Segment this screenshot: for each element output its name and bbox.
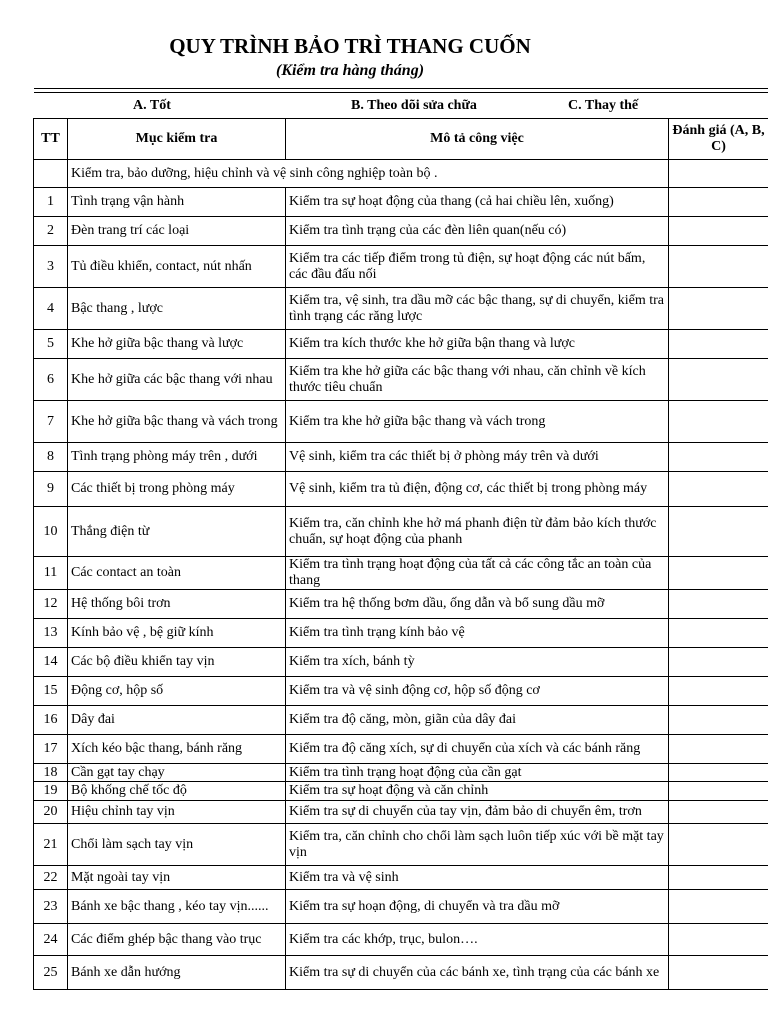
row-rating[interactable] bbox=[669, 472, 768, 507]
row-description: Kiểm tra, căn chỉnh khe hở má phanh điện từ đảm bảo kích thước chuẩn, sự hoạt động của phanh bbox=[286, 507, 669, 557]
row-rating[interactable] bbox=[669, 507, 768, 557]
table-body bbox=[34, 160, 768, 990]
row-number: 11 bbox=[34, 557, 68, 590]
row-number: 19 bbox=[34, 782, 68, 801]
row-check-item: Bậc thang , lược bbox=[68, 288, 286, 330]
table-row bbox=[34, 472, 768, 507]
row-check-item: Các contact an toàn bbox=[68, 557, 286, 590]
row-check-item: Khe hở giữa các bậc thang với nhau bbox=[68, 359, 286, 401]
row-number: 17 bbox=[34, 735, 68, 764]
row-description: Kiểm tra sự hoạn động, di chuyển và tra dầu mỡ bbox=[286, 890, 669, 924]
row-number: 15 bbox=[34, 677, 68, 706]
row-rating[interactable] bbox=[669, 890, 768, 924]
row-rating[interactable] bbox=[669, 677, 768, 706]
row-description: Vệ sinh, kiểm tra các thiết bị ở phòng máy trên và dưới bbox=[286, 443, 669, 472]
row-description: Kiểm tra, vệ sinh, tra dầu mỡ các bậc thang, sự di chuyển, kiểm tra tình trạng các răng lược bbox=[286, 288, 669, 330]
row-description: Kiểm tra tình trạng kính bảo vệ bbox=[286, 619, 669, 648]
row-description: Kiểm tra, căn chỉnh cho chổi làm sạch luôn tiếp xúc với bề mặt tay vịn bbox=[286, 824, 669, 866]
row-number: 7 bbox=[34, 401, 68, 443]
table-row bbox=[34, 590, 768, 619]
maintenance-table bbox=[33, 118, 768, 990]
row-description: Kiểm tra và vệ sinh động cơ, hộp số động cơ bbox=[286, 677, 669, 706]
row-number: 4 bbox=[34, 288, 68, 330]
row-description: Kiểm tra xích, bánh tỳ bbox=[286, 648, 669, 677]
row-check-item: Khe hở giữa bậc thang và vách trong bbox=[68, 401, 286, 443]
row-check-item: Hệ thống bôi trơn bbox=[68, 590, 286, 619]
row-number: 2 bbox=[34, 217, 68, 246]
row-rating[interactable] bbox=[669, 557, 768, 590]
row-check-item: Dây đai bbox=[68, 706, 286, 735]
row-check-item: Cần gạt tay chạy bbox=[68, 764, 286, 782]
row-description: Kiểm tra các khớp, trục, bulon…. bbox=[286, 924, 669, 956]
row-description: Kiểm tra tình trạng hoạt động của cần gạt bbox=[286, 764, 669, 782]
row-number: 21 bbox=[34, 824, 68, 866]
legend-a: A. Tốt bbox=[133, 98, 171, 113]
row-description: Kiểm tra tình trạng hoạt động của tất cả các công tắc an toàn của thang bbox=[286, 557, 669, 590]
table-row bbox=[34, 619, 768, 648]
row-number: 22 bbox=[34, 866, 68, 890]
row-description: Kiểm tra và vệ sinh bbox=[286, 866, 669, 890]
table-row bbox=[34, 735, 768, 764]
table-row bbox=[34, 801, 768, 824]
row-description: Kiểm tra sự hoạt động và căn chỉnh bbox=[286, 782, 669, 801]
row-rating[interactable] bbox=[669, 764, 768, 782]
table-row bbox=[34, 890, 768, 924]
table-row bbox=[34, 359, 768, 401]
row-description: Kiểm tra độ căng, mòn, giãn của dây đai bbox=[286, 706, 669, 735]
row-number: 20 bbox=[34, 801, 68, 824]
intro-text: Kiểm tra, bảo dưỡng, hiệu chỉnh và vệ sinh công nghiệp toàn bộ . bbox=[68, 160, 669, 188]
row-description: Kiểm tra khe hở giữa bậc thang và vách trong bbox=[286, 401, 669, 443]
table-row bbox=[34, 443, 768, 472]
row-rating[interactable] bbox=[669, 648, 768, 677]
row-number: 8 bbox=[34, 443, 68, 472]
row-description: Kiểm tra tình trạng của các đèn liên quan(nếu có) bbox=[286, 217, 669, 246]
row-number: 25 bbox=[34, 956, 68, 990]
row-number: 16 bbox=[34, 706, 68, 735]
row-rating[interactable] bbox=[669, 924, 768, 956]
row-rating[interactable] bbox=[669, 735, 768, 764]
row-number: 9 bbox=[34, 472, 68, 507]
row-check-item: Kính bảo vệ , bệ giữ kính bbox=[68, 619, 286, 648]
intro-tt-cell bbox=[34, 160, 68, 188]
row-description: Kiểm tra độ căng xích, sự di chuyển của xích và các bánh răng bbox=[286, 735, 669, 764]
row-check-item: Tủ điều khiển, contact, nút nhấn bbox=[68, 246, 286, 288]
row-number: 24 bbox=[34, 924, 68, 956]
table-header-row bbox=[34, 119, 768, 160]
row-number: 18 bbox=[34, 764, 68, 782]
legend-c: C. Thay thế bbox=[568, 98, 639, 113]
row-check-item: Bộ khống chế tốc độ bbox=[68, 782, 286, 801]
row-description: Kiểm tra các tiếp điểm trong tủ điện, sự hoạt động các nút bấm, các đầu đấu nối bbox=[286, 246, 669, 288]
header-mo-ta: Mô tả công việc bbox=[286, 119, 669, 160]
row-number: 6 bbox=[34, 359, 68, 401]
row-check-item: Động cơ, hộp số bbox=[68, 677, 286, 706]
intro-row bbox=[34, 160, 768, 188]
row-rating[interactable] bbox=[669, 619, 768, 648]
row-number: 14 bbox=[34, 648, 68, 677]
row-check-item: Chổi làm sạch tay vịn bbox=[68, 824, 286, 866]
table-row bbox=[34, 188, 768, 217]
row-rating[interactable] bbox=[669, 443, 768, 472]
row-rating[interactable] bbox=[669, 782, 768, 801]
header-tt: TT bbox=[34, 119, 68, 160]
row-rating[interactable] bbox=[669, 401, 768, 443]
row-number: 13 bbox=[34, 619, 68, 648]
row-check-item: Các bộ điều khiển tay vịn bbox=[68, 648, 286, 677]
table-row bbox=[34, 557, 768, 590]
row-check-item: Các thiết bị trong phòng máy bbox=[68, 472, 286, 507]
table-row bbox=[34, 507, 768, 557]
document-subtitle: (Kiểm tra hàng tháng) bbox=[275, 62, 425, 79]
row-description: Vệ sinh, kiểm tra tủ điện, động cơ, các thiết bị trong phòng máy bbox=[286, 472, 669, 507]
row-check-item: Bánh xe bậc thang , kéo tay vịn...... bbox=[68, 890, 286, 924]
table-row bbox=[34, 330, 768, 359]
row-number: 3 bbox=[34, 246, 68, 288]
table-row bbox=[34, 246, 768, 288]
row-check-item: Mặt ngoài tay vịn bbox=[68, 866, 286, 890]
table-row bbox=[34, 924, 768, 956]
header-danh-gia: Đánh giá (A, B, C) bbox=[669, 119, 768, 160]
header-rule-top bbox=[34, 88, 768, 89]
row-rating[interactable] bbox=[669, 359, 768, 401]
row-rating[interactable] bbox=[669, 824, 768, 866]
table-row bbox=[34, 648, 768, 677]
row-number: 5 bbox=[34, 330, 68, 359]
row-check-item: Hiệu chỉnh tay vịn bbox=[68, 801, 286, 824]
row-check-item: Đèn trang trí các loại bbox=[68, 217, 286, 246]
row-rating[interactable] bbox=[669, 217, 768, 246]
table-row bbox=[34, 764, 768, 782]
table-row bbox=[34, 217, 768, 246]
row-check-item: Khe hở giữa bậc thang và lược bbox=[68, 330, 286, 359]
header-muc-kiem-tra: Mục kiểm tra bbox=[68, 119, 286, 160]
row-rating[interactable] bbox=[669, 330, 768, 359]
row-rating[interactable] bbox=[669, 706, 768, 735]
row-rating[interactable] bbox=[669, 288, 768, 330]
header-rule-bottom bbox=[34, 92, 768, 93]
table-row bbox=[34, 706, 768, 735]
row-description: Kiểm tra sự hoạt động của thang (cả hai chiều lên, xuống) bbox=[286, 188, 669, 217]
table-row bbox=[34, 677, 768, 706]
row-number: 12 bbox=[34, 590, 68, 619]
row-description: Kiểm tra hệ thống bơm dầu, ống dẫn và bổ sung dầu mỡ bbox=[286, 590, 669, 619]
row-rating[interactable] bbox=[669, 188, 768, 217]
table-row bbox=[34, 782, 768, 801]
table-row bbox=[34, 824, 768, 866]
row-number: 23 bbox=[34, 890, 68, 924]
row-rating[interactable] bbox=[669, 801, 768, 824]
table-row bbox=[34, 288, 768, 330]
table-row bbox=[34, 866, 768, 890]
row-rating[interactable] bbox=[669, 866, 768, 890]
document-title: QUY TRÌNH BẢO TRÌ THANG CUỐN bbox=[169, 34, 531, 58]
row-rating[interactable] bbox=[669, 956, 768, 990]
table-row bbox=[34, 956, 768, 990]
row-description: Kiểm tra sự di chuyển của tay vịn, đảm bảo di chuyển êm, trơn bbox=[286, 801, 669, 824]
row-rating[interactable] bbox=[669, 246, 768, 288]
row-description: Kiểm tra kích thước khe hở giữa bận thang và lược bbox=[286, 330, 669, 359]
row-rating[interactable] bbox=[669, 590, 768, 619]
row-check-item: Bánh xe dẫn hướng bbox=[68, 956, 286, 990]
row-check-item: Thắng điện từ bbox=[68, 507, 286, 557]
row-description: Kiểm tra khe hở giữa các bậc thang với nhau, căn chỉnh về kích thước tiêu chuẩn bbox=[286, 359, 669, 401]
row-number: 10 bbox=[34, 507, 68, 557]
legend-b: B. Theo dõi sửa chữa bbox=[351, 98, 477, 113]
row-check-item: Tình trạng phòng máy trên , dưới bbox=[68, 443, 286, 472]
table-row bbox=[34, 401, 768, 443]
intro-rating-cell[interactable] bbox=[669, 160, 768, 188]
row-description: Kiểm tra sự di chuyển của các bánh xe, tình trạng của các bánh xe bbox=[286, 956, 669, 990]
row-number: 1 bbox=[34, 188, 68, 217]
row-check-item: Xích kéo bậc thang, bánh răng bbox=[68, 735, 286, 764]
row-check-item: Các điểm ghép bậc thang vào trục bbox=[68, 924, 286, 956]
row-check-item: Tình trạng vận hành bbox=[68, 188, 286, 217]
